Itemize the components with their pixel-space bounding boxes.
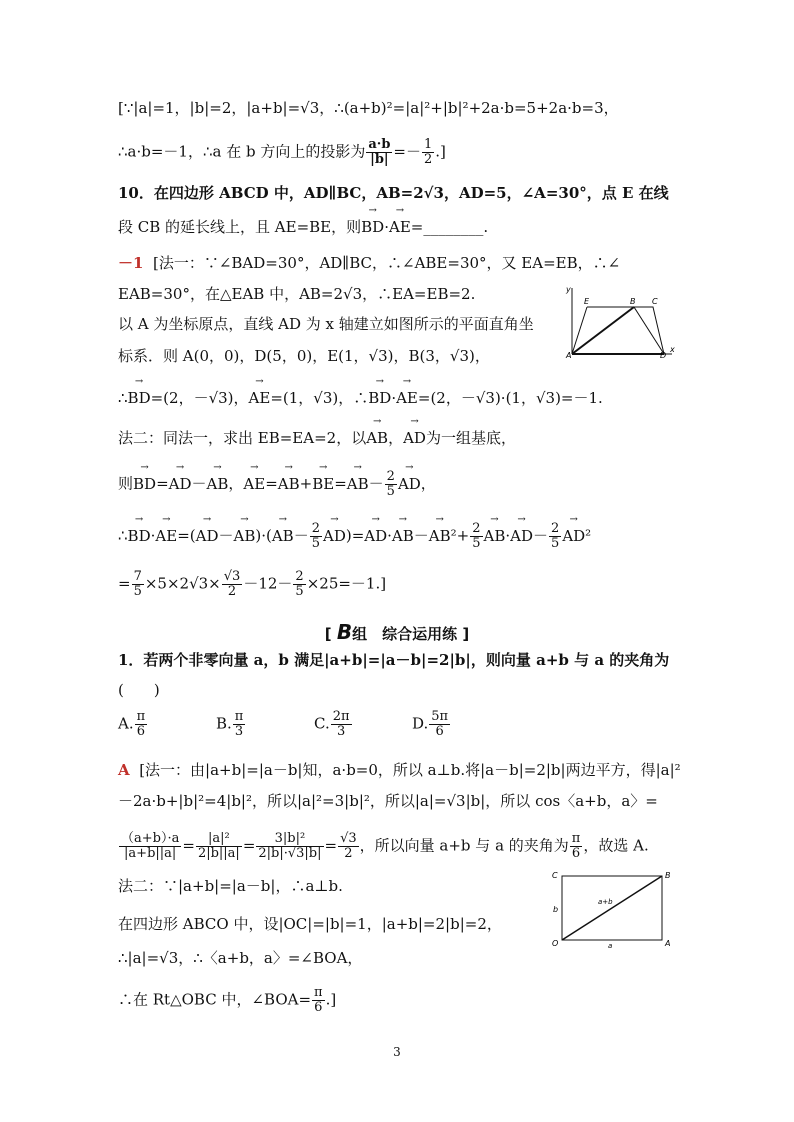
text: ∴a·b=－1，∴a 在 b 方向上的投影为 (118, 142, 366, 161)
text: ∴在 Rt△OBC 中，∠BOA= (118, 990, 312, 1009)
vector-ae: → AE (243, 474, 265, 494)
label: A (566, 351, 572, 360)
vector-ad: → AD (364, 526, 387, 546)
text: =________. (410, 218, 489, 236)
label: B (630, 297, 636, 306)
vector-ad: → AD (169, 474, 192, 494)
vector-ae: → AE (155, 526, 177, 546)
page-number: 3 (393, 1045, 401, 1059)
solution-line: 以 A 为坐标原点，直线 AD 为 x 轴建立如图所示的平面直角坐 (118, 315, 534, 333)
fraction: $\frac{√3}{2}$ (223, 569, 241, 599)
vector-ab: → AB (429, 526, 451, 546)
vector-ae: → AE (389, 217, 411, 237)
fraction: $\frac{\text{3|b|²}}{2|b|\cdot√3|b|}$ (258, 831, 322, 861)
solution-line: EAB=30°，在△EAB 中，AB=2√3，∴EA=EB=2. (118, 285, 476, 303)
fraction: $\frac{7}{5}$ (133, 569, 142, 599)
answer-line (118, 760, 681, 780)
solution-line: $\frac{(a+b)\cdot a}{|a+b||a|}$ = $\frac{\text{|a|²}}{2|b||a|}$ = $\frac{\text{3|b|²}}{2|b|\cdot√3|b|}$ = $\frac{√3}{2}$ ，所以向量 a+b 与 a 的夹角为 $\frac{\pi}{6}$ ，故选 A. (121, 831, 649, 861)
vector-ae: → AE (249, 388, 271, 408)
label: y (566, 285, 571, 294)
text: 则 (118, 474, 134, 493)
text: [法一：∵∠BAD=30°，AD∥BC，∴∠ABE=30°，又 EA=EB，∴∠ (152, 254, 621, 272)
solution-line: 标系．则 A(0，0)，D(5，0)，E(1，√3)，B(3，√3)， (118, 347, 490, 365)
text: ， (228, 474, 244, 493)
answer-line (118, 253, 620, 273)
text: ，所以向量 a+b 与 a 的夹角为 (359, 836, 569, 855)
text: ， (388, 429, 404, 447)
text: 法二：同法一，求出 EB=EA=2，以 (118, 429, 367, 447)
fraction: $\frac{2}{5}$ (472, 521, 481, 551)
fraction: $\frac{a\cdot b}{|b|}$ (368, 137, 391, 167)
vector-ab: → AB (366, 428, 388, 448)
solution-line: －2a·b+|b|²=4|b|²，所以|a|²=3|b|²，所以|a|=√3|b|，所以 cos〈a+b，a〉= (118, 792, 658, 810)
text: .] (325, 990, 337, 1009)
vector-ad: → AD (403, 428, 426, 448)
label: O (552, 939, 559, 948)
solution-line: ∴→ BD=(2，－√3)，→ AE=(1，√3)，∴→ BD·→ AE=(2，－√3)·(1，√3)=－1. (118, 388, 603, 408)
vector-ab: → AB (207, 474, 229, 494)
label: a (608, 942, 613, 948)
text: =(1，√3)，∴ (270, 389, 369, 407)
label: b (553, 905, 559, 914)
choice-d: D. $\frac{5\pi}{6}$ (412, 709, 449, 739)
vector-ae: → AE (396, 388, 418, 408)
answer-blank: ( ) (118, 681, 160, 699)
choice-c: C. $\frac{2\pi}{3}$ (314, 709, 350, 739)
vector-ab: → AB (347, 474, 369, 494)
fraction: $\frac{2}{5}$ (551, 521, 560, 551)
vector-ad: → AD (323, 526, 346, 546)
text: 段 CB 的延长线上，且 AE=BE，则 (118, 218, 362, 236)
solution-line: [∵|a|=1，|b|=2，|a+b|=√3，∴(a+b)²=|a|²+|b|²+2a·b=5+2a·b=3， (118, 99, 619, 117)
label: a+b (598, 898, 613, 906)
vector-ab: → AB (392, 526, 414, 546)
text: ，故选 A. (583, 836, 649, 855)
vector-ab: → AB (233, 526, 255, 546)
vector-ad: → AD (510, 526, 533, 546)
fraction: $\frac{\text{|a|²}}{2|b||a|}$ (197, 831, 240, 861)
text: －12－ (243, 574, 293, 593)
section-title: [ B组 综合运用练 ] (324, 620, 470, 644)
solution-line (118, 570, 386, 599)
text: ∴ (118, 526, 128, 545)
label: x (670, 345, 675, 354)
fraction: $\frac{√3}{2}$ (340, 831, 357, 861)
fraction: $\frac{2}{5}$ (311, 521, 320, 551)
solution-line: ∴→ BD·→ AE=(→ AD－→ AB)·(→ AB－ $\frac{2}{5}$ → AD)=→ AD·→ AB－→ AB²+ $\frac{2}{5}$ → AB·→ AD－ $\frac{2}{5}$ → AD² (118, 522, 591, 551)
vector-ab: → AB (278, 474, 300, 494)
vector-bd: → BD (133, 474, 156, 494)
text: ， (420, 474, 436, 493)
text: =(2，－√3)， (150, 389, 249, 407)
vector-ad: → AD (562, 526, 585, 546)
problem-10-stem (118, 217, 488, 237)
vector-bd: → BD (368, 388, 391, 408)
answer-value: A (118, 761, 130, 779)
vector-ab: → AB (272, 526, 294, 546)
solution-line: 法二：∵|a+b|=|a－b|，∴a⊥b. (118, 877, 343, 895)
text: ×25=－1.] (306, 574, 387, 593)
solution-line: 则→ BD=→ AD－→ AB，→ AE=→ AB+→ BE=→ AB－ $\frac{2}{5}$ → AD， (118, 470, 436, 499)
label: B (665, 871, 671, 880)
solution-line (118, 138, 446, 167)
solution-line (118, 428, 516, 448)
text: 为一组基底， (425, 429, 516, 447)
fraction: $\frac{2}{5}$ (295, 569, 304, 599)
text: = (118, 574, 131, 593)
vector-ad: → AD (398, 474, 421, 494)
label: A (665, 939, 671, 948)
vector-bd: → BD (128, 388, 151, 408)
label: E (584, 297, 590, 306)
coordinate-figure (560, 282, 680, 360)
answer-value: －1 (118, 254, 144, 272)
choice-b: B. $\frac{\pi}{3}$ (216, 709, 244, 739)
problem-10-stem: 10．在四边形 ABCD 中，AD∥BC，AB=2√3，AD=5，∠A=30°，点 E 在线 (118, 184, 669, 202)
text: · (384, 218, 389, 236)
text: =－ (393, 142, 421, 161)
problem-1-stem: 1．若两个非零向量 a，b 满足|a+b|=|a－b|=2|b|，则向量 a+b 与 a 的夹角为 (118, 651, 670, 669)
fraction: $\frac{2}{5}$ (386, 469, 395, 499)
vector-bd: → BD (128, 526, 151, 546)
text: ∴ (118, 389, 128, 407)
fraction: $\frac{1}{2}$ (424, 137, 433, 167)
solution-line: ∴|a|=√3，∴〈a+b，a〉=∠BOA， (118, 949, 363, 967)
choices (118, 710, 510, 739)
choice-a: A. $\frac{\pi}{6}$ (118, 709, 146, 739)
vector-ad: → AD (196, 526, 219, 546)
vector-bd: → BD (361, 217, 384, 237)
vector-be: → BE (312, 474, 334, 494)
fraction: $\frac{(a+b)\cdot a}{|a+b||a|}$ (121, 831, 180, 861)
fraction: $\frac{\pi}{6}$ (314, 985, 323, 1015)
solution-line (118, 986, 336, 1015)
fraction: $\frac{\pi}{6}$ (571, 831, 581, 861)
rectangle-figure (548, 866, 680, 948)
vector-ab: → AB (484, 526, 506, 546)
text: ×5×2√3× (144, 574, 221, 593)
solution-line: 在四边形 ABCO 中，设|OC|=|b|=1，|a+b|=2|b|=2， (118, 915, 502, 933)
text: .] (435, 142, 446, 161)
label: C (652, 297, 658, 306)
text: [法一：由|a+b|=|a－b|知，a·b=0，所以 a⊥b.将|a－b|=2|b|两边平方，得|a|² (139, 761, 681, 779)
text: =(2，－√3)·(1，√3)=－1. (417, 389, 603, 407)
label: C (552, 871, 558, 880)
label: D (660, 351, 667, 360)
